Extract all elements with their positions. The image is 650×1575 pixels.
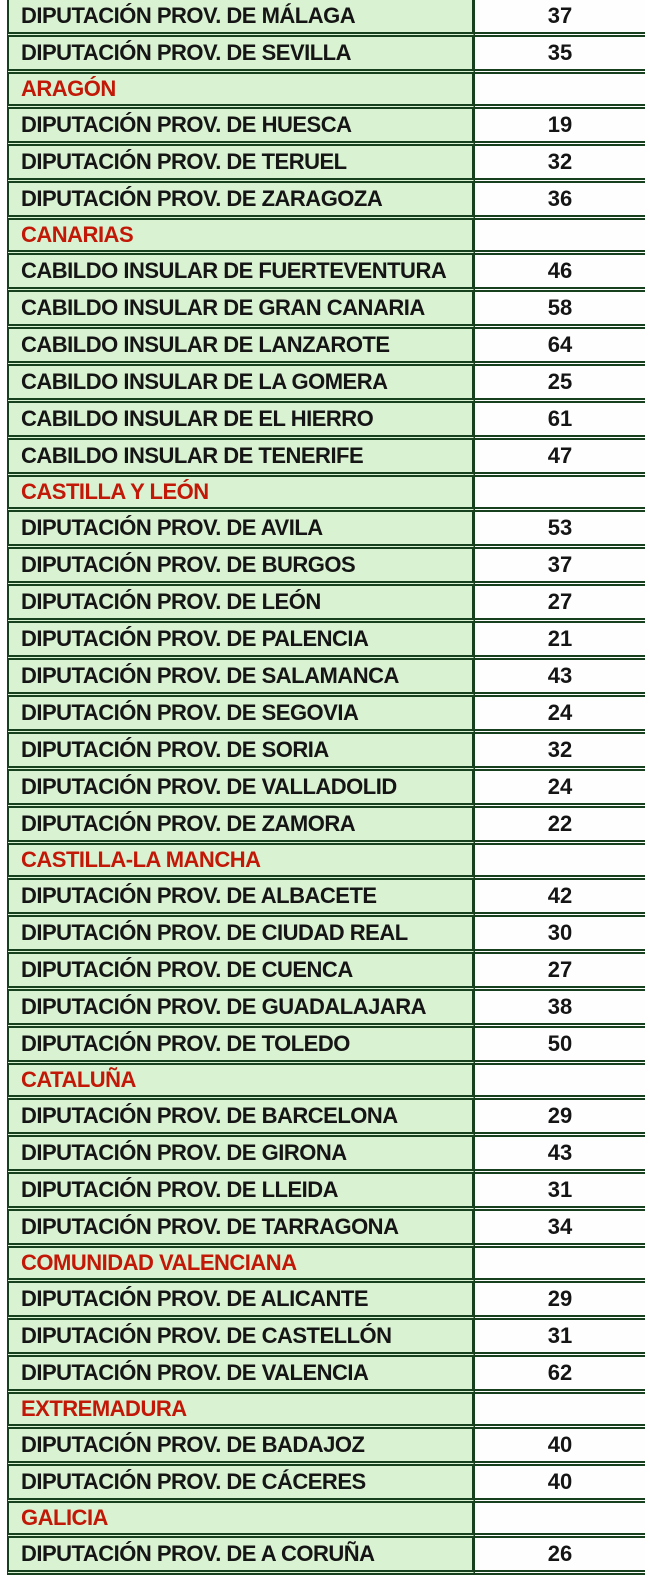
entity-name-cell: DIPUTACIÓN PROV. DE SEGOVIA: [7, 697, 475, 734]
entity-row: [7, 183, 645, 220]
entity-value-cell: 47: [475, 440, 645, 477]
entity-row: [7, 1137, 645, 1174]
entity-row: [7, 366, 645, 403]
entity-value-cell: 37: [475, 0, 645, 37]
entity-row: [7, 440, 645, 477]
region-header-row: [7, 845, 645, 880]
entity-row: [7, 1211, 645, 1248]
entity-value-cell: 43: [475, 660, 645, 697]
entity-name-cell: CABILDO INSULAR DE EL HIERRO: [7, 403, 475, 440]
entity-name-cell: DIPUTACIÓN PROV. DE LEÓN: [7, 586, 475, 623]
region-header-empty-value-cell: [475, 1394, 645, 1429]
entity-row: [7, 146, 645, 183]
entity-value-cell: 19: [475, 109, 645, 146]
entity-row: [7, 1357, 645, 1394]
entity-value-cell: 34: [475, 1211, 645, 1248]
region-header-cell: GALICIA: [7, 1503, 475, 1538]
region-header-cell: CASTILLA Y LEÓN: [7, 477, 475, 512]
entity-row: [7, 292, 645, 329]
entity-row: [7, 512, 645, 549]
entity-name-cell: DIPUTACIÓN PROV. DE CASTELLÓN: [7, 1320, 475, 1357]
entity-name-cell: DIPUTACIÓN PROV. DE SORIA: [7, 734, 475, 771]
entity-name-cell: DIPUTACIÓN PROV. DE CUENCA: [7, 954, 475, 991]
region-header-empty-value-cell: [475, 1248, 645, 1283]
region-header-empty-value-cell: [475, 74, 645, 109]
entity-value-cell: 50: [475, 1028, 645, 1065]
entity-value-cell: 22: [475, 808, 645, 845]
region-header-cell: CATALUÑA: [7, 1065, 475, 1100]
entity-value-cell: 53: [475, 512, 645, 549]
region-header-row: [7, 1065, 645, 1100]
entity-value-cell: 29: [475, 1283, 645, 1320]
entity-name-cell: DIPUTACIÓN PROV. DE MÁLAGA: [7, 0, 475, 37]
entity-row: [7, 954, 645, 991]
entity-value-cell: 21: [475, 623, 645, 660]
entity-row: [7, 991, 645, 1028]
entity-name-cell: DIPUTACIÓN PROV. DE CIUDAD REAL: [7, 917, 475, 954]
entity-name-cell: DIPUTACIÓN PROV. DE ALICANTE: [7, 1283, 475, 1320]
regional-entities-table-wrap: [7, 0, 645, 1575]
entity-row: [7, 660, 645, 697]
entity-value-cell: 36: [475, 183, 645, 220]
entity-name-cell: CABILDO INSULAR DE TENERIFE: [7, 440, 475, 477]
entity-value-cell: 40: [475, 1466, 645, 1503]
entity-value-cell: 29: [475, 1100, 645, 1137]
entity-value-cell: 25: [475, 366, 645, 403]
entity-row: [7, 1174, 645, 1211]
entity-value-cell: 26: [475, 1538, 645, 1575]
entity-value-cell: 37: [475, 549, 645, 586]
entity-value-cell: 27: [475, 586, 645, 623]
entity-name-cell: DIPUTACIÓN PROV. DE ALBACETE: [7, 880, 475, 917]
entity-row: [7, 917, 645, 954]
entity-name-cell: CABILDO INSULAR DE GRAN CANARIA: [7, 292, 475, 329]
entity-name-cell: DIPUTACIÓN PROV. DE GUADALAJARA: [7, 991, 475, 1028]
entity-name-cell: DIPUTACIÓN PROV. DE A CORUÑA: [7, 1538, 475, 1575]
entity-value-cell: 61: [475, 403, 645, 440]
entity-name-cell: DIPUTACIÓN PROV. DE VALENCIA: [7, 1357, 475, 1394]
entity-name-cell: DIPUTACIÓN PROV. DE TARRAGONA: [7, 1211, 475, 1248]
entity-row: [7, 697, 645, 734]
entity-value-cell: 27: [475, 954, 645, 991]
region-header-row: [7, 220, 645, 255]
regional-entities-table-body: [7, 0, 645, 1575]
region-header-cell: CANARIAS: [7, 220, 475, 255]
entity-name-cell: DIPUTACIÓN PROV. DE BURGOS: [7, 549, 475, 586]
entity-row: [7, 37, 645, 74]
entity-row: [7, 549, 645, 586]
entity-value-cell: 31: [475, 1174, 645, 1211]
entity-row: [7, 623, 645, 660]
region-header-row: [7, 1394, 645, 1429]
region-header-row: [7, 477, 645, 512]
entity-row: [7, 1283, 645, 1320]
entity-row: [7, 808, 645, 845]
region-header-empty-value-cell: [475, 1503, 645, 1538]
entity-value-cell: 30: [475, 917, 645, 954]
entity-value-cell: 40: [475, 1429, 645, 1466]
region-header-cell: CASTILLA-LA MANCHA: [7, 845, 475, 880]
entity-name-cell: DIPUTACIÓN PROV. DE ZAMORA: [7, 808, 475, 845]
entity-name-cell: DIPUTACIÓN PROV. DE GIRONA: [7, 1137, 475, 1174]
entity-value-cell: 42: [475, 880, 645, 917]
entity-name-cell: DIPUTACIÓN PROV. DE AVILA: [7, 512, 475, 549]
region-header-cell: COMUNIDAD VALENCIANA: [7, 1248, 475, 1283]
entity-value-cell: 32: [475, 146, 645, 183]
region-header-empty-value-cell: [475, 220, 645, 255]
entity-name-cell: DIPUTACIÓN PROV. DE LLEIDA: [7, 1174, 475, 1211]
entity-name-cell: DIPUTACIÓN PROV. DE ZARAGOZA: [7, 183, 475, 220]
entity-row: [7, 403, 645, 440]
entity-value-cell: 64: [475, 329, 645, 366]
region-header-cell: EXTREMADURA: [7, 1394, 475, 1429]
entity-row: [7, 1320, 645, 1357]
entity-name-cell: CABILDO INSULAR DE LANZAROTE: [7, 329, 475, 366]
region-header-row: [7, 1503, 645, 1538]
entity-name-cell: DIPUTACIÓN PROV. DE SALAMANCA: [7, 660, 475, 697]
entity-name-cell: DIPUTACIÓN PROV. DE TOLEDO: [7, 1028, 475, 1065]
region-header-row: [7, 74, 645, 109]
entity-name-cell: CABILDO INSULAR DE LA GOMERA: [7, 366, 475, 403]
entity-row: [7, 109, 645, 146]
entity-row: [7, 734, 645, 771]
entity-row: [7, 586, 645, 623]
entity-name-cell: DIPUTACIÓN PROV. DE BARCELONA: [7, 1100, 475, 1137]
entity-row: [7, 771, 645, 808]
entity-value-cell: 38: [475, 991, 645, 1028]
entity-value-cell: 32: [475, 734, 645, 771]
region-header-cell: ARAGÓN: [7, 74, 475, 109]
entity-name-cell: DIPUTACIÓN PROV. DE CÁCERES: [7, 1466, 475, 1503]
entity-name-cell: CABILDO INSULAR DE FUERTEVENTURA: [7, 255, 475, 292]
region-header-empty-value-cell: [475, 477, 645, 512]
entity-row: [7, 0, 645, 37]
entity-value-cell: 43: [475, 1137, 645, 1174]
entity-name-cell: DIPUTACIÓN PROV. DE VALLADOLID: [7, 771, 475, 808]
entity-name-cell: DIPUTACIÓN PROV. DE TERUEL: [7, 146, 475, 183]
entity-row: [7, 255, 645, 292]
entity-value-cell: 46: [475, 255, 645, 292]
entity-name-cell: DIPUTACIÓN PROV. DE HUESCA: [7, 109, 475, 146]
region-header-empty-value-cell: [475, 1065, 645, 1100]
entity-value-cell: 24: [475, 771, 645, 808]
entity-name-cell: DIPUTACIÓN PROV. DE PALENCIA: [7, 623, 475, 660]
entity-row: [7, 1100, 645, 1137]
entity-name-cell: DIPUTACIÓN PROV. DE BADAJOZ: [7, 1429, 475, 1466]
entity-value-cell: 24: [475, 697, 645, 734]
entity-row: [7, 1429, 645, 1466]
entity-value-cell: 62: [475, 1357, 645, 1394]
entity-row: [7, 880, 645, 917]
entity-row: [7, 1028, 645, 1065]
entity-value-cell: 35: [475, 37, 645, 74]
region-header-row: [7, 1248, 645, 1283]
entity-name-cell: DIPUTACIÓN PROV. DE SEVILLA: [7, 37, 475, 74]
entity-value-cell: 58: [475, 292, 645, 329]
entity-value-cell: 31: [475, 1320, 645, 1357]
region-header-empty-value-cell: [475, 845, 645, 880]
entity-row: [7, 329, 645, 366]
regional-entities-table: [7, 0, 645, 1575]
entity-row: [7, 1538, 645, 1575]
entity-row: [7, 1466, 645, 1503]
